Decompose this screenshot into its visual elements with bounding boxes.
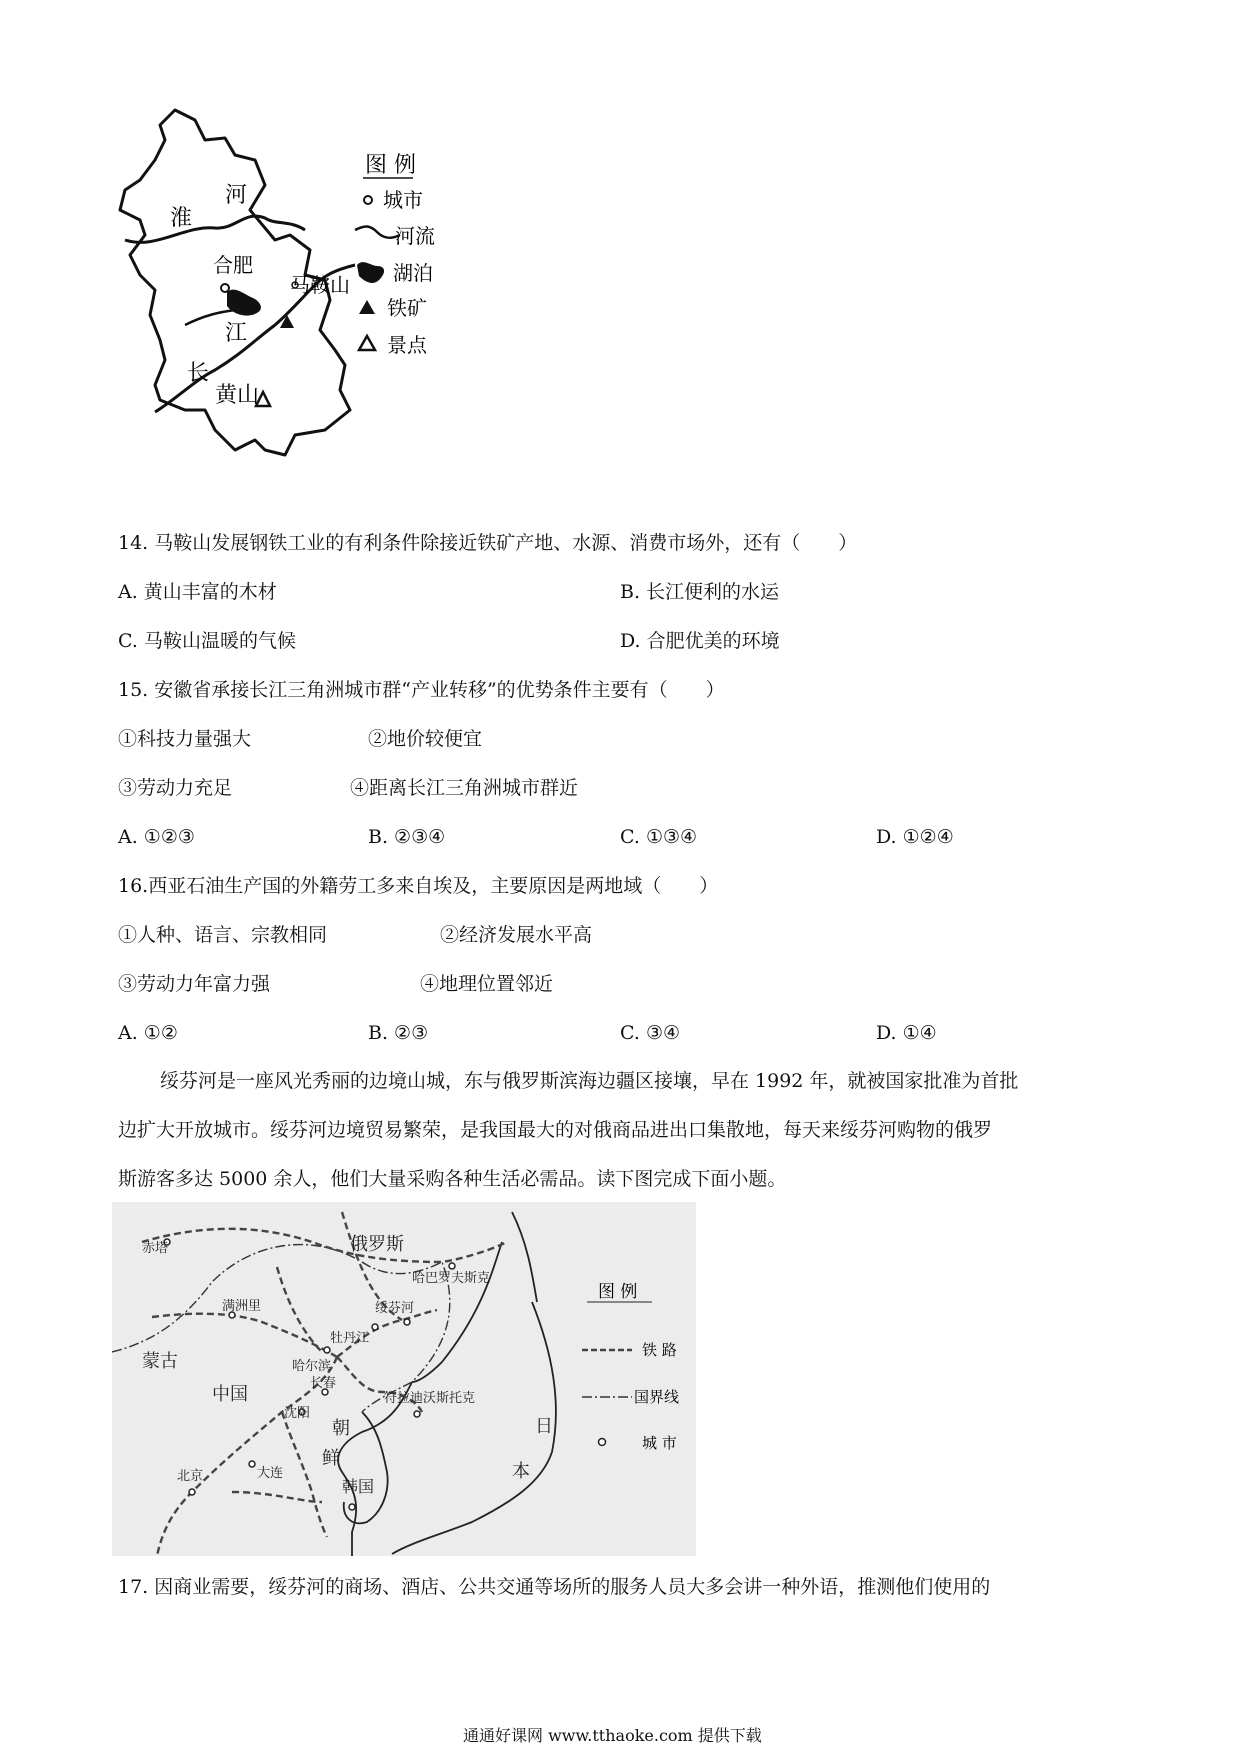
q14-option-a: A. 黄山丰富的木材 — [118, 581, 277, 603]
legend-item-label: 城 市 — [642, 1434, 677, 1452]
q16-option-a: A. ①② — [118, 1022, 178, 1044]
legend-item-label: 国界线 — [634, 1388, 680, 1406]
label-russia: 俄罗斯 — [350, 1234, 404, 1255]
label-chao: 朝 — [332, 1418, 350, 1439]
label-huai: 淮 — [170, 206, 193, 231]
label-suifenhe: 绥芬河 — [375, 1301, 415, 1316]
river-icon — [355, 226, 400, 237]
label-mudanjiang: 牡丹江 — [330, 1331, 370, 1346]
q15-item-2: ②地价较便宜 — [368, 728, 483, 750]
label-changchun: 长春 — [310, 1376, 337, 1391]
q16-option-b: B. ②③ — [368, 1022, 429, 1044]
q16-item-4: ④地理位置邻近 — [420, 973, 554, 995]
q14-option-d: D. 合肥优美的环境 — [620, 630, 780, 652]
lake-icon — [357, 262, 384, 283]
q16-option-c: C. ③④ — [620, 1022, 681, 1044]
label-ben: 本 — [512, 1461, 530, 1482]
q17-stem: 17. 因商业需要，绥芬河的商场、酒店、公共交通等场所的服务人员大多会讲一种外语，推测他们使用的 — [118, 1576, 991, 1598]
footer-text: 通通好课网 www.tthaoke.com 提供下载 — [463, 1726, 762, 1745]
q15-item-4: ④距离长江三角洲城市群近 — [350, 777, 579, 799]
label-vladivostok: 符拉迪沃斯托克 — [384, 1391, 476, 1406]
label-beijing: 北京 — [177, 1469, 204, 1484]
label-dalian: 大连 — [257, 1466, 284, 1481]
q16-item-2: ②经济发展水平高 — [440, 924, 593, 946]
label-china: 中国 — [212, 1384, 248, 1405]
hefei-city-dot — [221, 284, 229, 292]
q15-option-b: B. ②③④ — [368, 826, 446, 848]
label-khabarovsk: 哈巴罗夫斯克 — [412, 1271, 491, 1286]
q14-option-b: B. 长江便利的水运 — [620, 581, 780, 603]
anhui-map — [115, 100, 495, 510]
label-maanshan: 马鞍山 — [290, 273, 350, 297]
label-mongolia: 蒙古 — [142, 1351, 178, 1372]
q14-option-c: C. 马鞍山温暖的气候 — [118, 630, 296, 652]
label-korea: 韩国 — [342, 1477, 375, 1496]
label-manzhouli: 满洲里 — [222, 1299, 262, 1314]
legend-item-label: 河流 — [395, 224, 435, 248]
q15-item-1: ①科技力量强大 — [118, 728, 252, 750]
city-dot-icon — [599, 1439, 606, 1446]
passage-line-2: 边扩大开放城市。绥芬河边境贸易繁荣，是我国最大的对俄商品进出口集散地，每天来绥芬河购物的俄罗 — [118, 1119, 993, 1141]
label-shenyang: 沈阳 — [284, 1406, 311, 1421]
label-huangshan: 黄山 — [215, 383, 260, 408]
q16-item-1: ①人种、语言、宗教相同 — [118, 924, 328, 946]
q15-option-a: A. ①②③ — [118, 826, 195, 848]
label-chita: 赤塔 — [142, 1241, 169, 1256]
q16-item-3: ③劳动力年富力强 — [118, 973, 271, 995]
q15-item-3: ③劳动力充足 — [118, 777, 233, 799]
label-ri: 日 — [535, 1416, 553, 1437]
q15-option-d: D. ①②④ — [876, 826, 954, 848]
label-hefei: 合肥 — [213, 253, 253, 277]
q15-option-c: C. ①③④ — [620, 826, 698, 848]
city-dot-icon — [364, 196, 372, 204]
passage-line-3: 斯游客多达 5000 余人，他们大量采购各种生活必需品。读下图完成下面小题。 — [118, 1168, 787, 1190]
q16-stem: 16.西亚石油生产国的外籍劳工多来自埃及，主要原因是两地域（ ） — [118, 875, 719, 897]
label-xian: 鲜 — [322, 1448, 340, 1469]
q14-stem: 14. 马鞍山发展钢铁工业的有利条件除接近铁矿产地、水源、消费市场外，还有（ ） — [118, 532, 858, 554]
map2-legend-title: 图 例 — [598, 1282, 638, 1302]
q15-stem: 15. 安徽省承接长江三角洲城市群“产业转移”的优势条件主要有（ ） — [118, 679, 725, 701]
iron-mine-triangle-icon — [359, 300, 375, 314]
legend-item-label: 城市 — [383, 188, 423, 212]
passage-line-1: 绥芬河是一座风光秀丽的边境山城，东与俄罗斯滨海边疆区接壤，早在 1992 年，就被国家批准为首批 — [160, 1070, 1019, 1092]
map1-legend-title: 图 例 — [365, 153, 416, 178]
label-harbin: 哈尔滨 — [292, 1359, 332, 1374]
label-he: 河 — [225, 183, 248, 208]
northeast-asia-map — [112, 1202, 696, 1556]
scenic-triangle-icon — [359, 336, 375, 350]
q16-option-d: D. ①④ — [876, 1022, 937, 1044]
legend-item-label: 景点 — [387, 333, 427, 357]
legend-item-label: 湖泊 — [393, 261, 433, 285]
label-chang: 长 — [187, 361, 210, 386]
legend-item-label: 铁 路 — [642, 1341, 677, 1359]
label-jiang: 江 — [225, 321, 248, 346]
legend-item-label: 铁矿 — [387, 296, 427, 320]
